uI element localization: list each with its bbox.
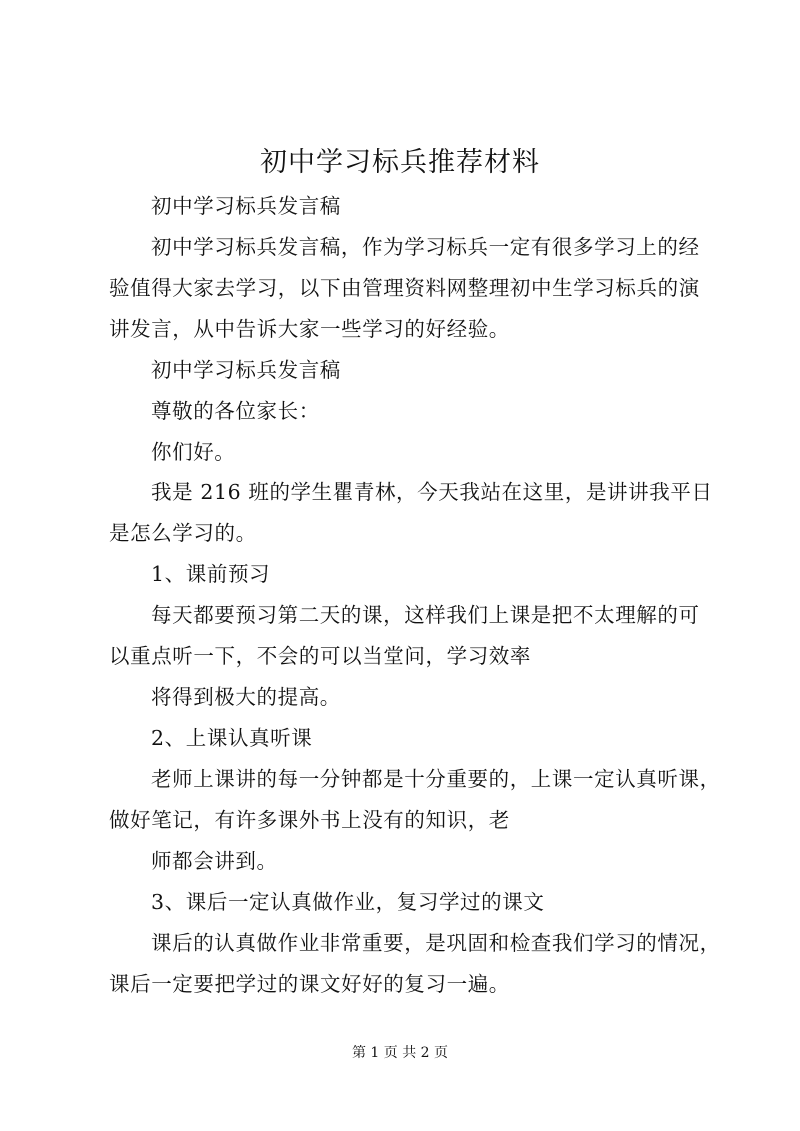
paragraph-line: 初中学习标兵发言稿，作为学习标兵一定有很多学习上的经 (151, 235, 700, 259)
paragraph-line: 讲发言，从中告诉大家一些学习的好经验。 (109, 317, 510, 341)
paragraph-line: 课后的认真做作业非常重要，是巩固和检查我们学习的情况， (151, 931, 721, 955)
paragraph-line: 2、上课认真听课 (151, 726, 313, 750)
paragraph-line: 1、课前预习 (151, 562, 271, 586)
document-title: 初中学习标兵推荐材料 (260, 147, 540, 178)
paragraph-line: 做好笔记，有许多课外书上没有的知识，老 (109, 808, 510, 832)
paragraph-line: 你们好。 (151, 440, 236, 464)
paragraph-line: 以重点听一下，不会的可以当堂问，学习效率 (109, 644, 531, 668)
paragraph-line: 师都会讲到。 (151, 849, 278, 873)
paragraph-line: 尊敬的各位家长： (151, 399, 320, 423)
page-number-footer: 第 1 页 共 2 页 (351, 1045, 449, 1061)
paragraph-line: 老师上课讲的每一分钟都是十分重要的，上课一定认真听课， (151, 767, 721, 791)
paragraph-line: 每天都要预习第二天的课，这样我们上课是把不太理解的可 (151, 603, 700, 627)
paragraph-line: 我是 216 班的学生瞿青林，今天我站在这里，是讲讲我平日 (151, 480, 713, 504)
paragraph-line: 课后一定要把学过的课文好好的复习一遍。 (109, 972, 510, 996)
paragraph-line: 是怎么学习的。 (109, 521, 257, 545)
paragraph-line: 初中学习标兵发言稿 (151, 194, 341, 218)
paragraph-line: 将得到极大的提高。 (151, 685, 341, 709)
paragraph-line: 初中学习标兵发言稿 (151, 358, 341, 382)
paragraph-line: 验值得大家去学习，以下由管理资料网整理初中生学习标兵的演 (109, 276, 700, 300)
paragraph-line: 3、课后一定认真做作业，复习学过的课文 (151, 890, 545, 914)
